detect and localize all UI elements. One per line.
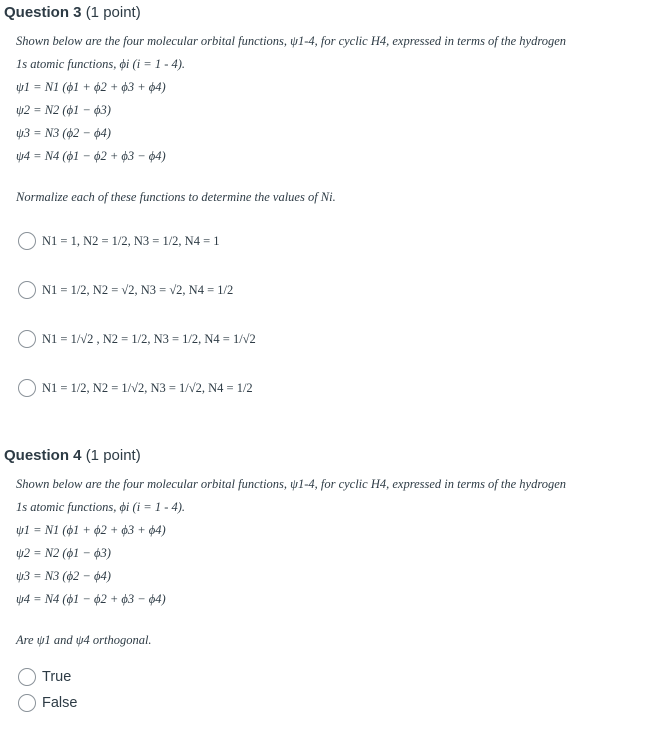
question-4-prompt: Are ψ1 and ψ4 orthogonal. (16, 633, 152, 647)
question-3-option-1[interactable] (18, 232, 220, 250)
question-3-title: Question 3 (4, 4, 82, 21)
radio-button[interactable] (18, 668, 36, 686)
question-3-equation-3: ψ3 = N3 (ϕ2 − ϕ4) (16, 126, 111, 140)
option-label: N1 = 1/2, N2 = 1/√2, N3 = 1/√2, N4 = 1/2 (42, 380, 253, 395)
question-4-intro-line2: 1s atomic functions, ϕi (i = 1 - 4). (16, 500, 186, 514)
radio-button[interactable] (18, 694, 36, 712)
question-3-intro-line2: 1s atomic functions, ϕi (i = 1 - 4). (16, 57, 186, 71)
question-3-option-2[interactable] (18, 281, 233, 299)
option-label: True (42, 669, 72, 685)
option-label: N1 = 1/√2 , N2 = 1/2, N3 = 1/2, N4 = 1/√2 (42, 331, 256, 346)
question-3-option-4[interactable] (18, 379, 253, 397)
question-4-option-false[interactable] (18, 694, 77, 712)
question-4-points: (1 point) (85, 447, 141, 464)
question-3-equation-4: ψ4 = N4 (ϕ1 − ϕ2 + ϕ3 − ϕ4) (16, 149, 166, 163)
option-label: False (42, 695, 78, 711)
question-3-points: (1 point) (85, 4, 141, 21)
option-label: N1 = 1/2, N2 = √2, N3 = √2, N4 = 1/2 (42, 282, 234, 297)
question-4-equation-3: ψ3 = N3 (ϕ2 − ϕ4) (16, 569, 111, 583)
radio-button[interactable] (18, 281, 36, 299)
radio-button[interactable] (18, 379, 36, 397)
question-4-title: Question 4 (4, 447, 82, 464)
option-label: N1 = 1, N2 = 1/2, N3 = 1/2, N4 = 1 (42, 233, 220, 248)
question-3-equation-2: ψ2 = N2 (ϕ1 − ϕ3) (16, 103, 111, 117)
question-4-header (4, 447, 141, 464)
question-3-intro-line1: Shown below are the four molecular orbital functions, ψ1-4, for cyclic H4, expressed in terms of the hydrogen (16, 34, 567, 48)
question-3-equation-1: ψ1 = N1 (ϕ1 + ϕ2 + ϕ3 + ϕ4) (16, 80, 166, 94)
question-4-intro-line1: Shown below are the four molecular orbital functions, ψ1-4, for cyclic H4, expressed in terms of the hydrogen (16, 477, 567, 491)
question-4-equation-4: ψ4 = N4 (ϕ1 − ϕ2 + ϕ3 − ϕ4) (16, 592, 166, 606)
question-3-option-3[interactable] (18, 330, 256, 348)
question-4-equation-2: ψ2 = N2 (ϕ1 − ϕ3) (16, 546, 111, 560)
question-4-equation-1: ψ1 = N1 (ϕ1 + ϕ2 + ϕ3 + ϕ4) (16, 523, 166, 537)
radio-button[interactable] (18, 232, 36, 250)
question-3-header (4, 4, 141, 21)
radio-button[interactable] (18, 330, 36, 348)
question-4-option-true[interactable] (18, 668, 71, 686)
question-3-prompt: Normalize each of these functions to determine the values of Ni. (16, 190, 336, 204)
